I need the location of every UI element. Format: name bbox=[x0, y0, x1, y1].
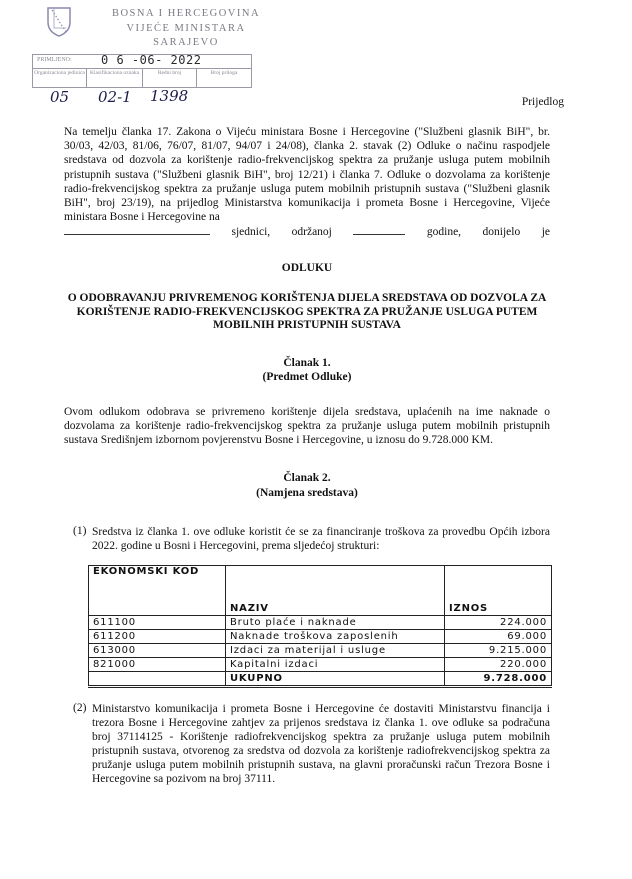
stamp-received-label: PRIMLJENO: bbox=[37, 57, 72, 63]
article-2-subheading: (Namjena sredstava) bbox=[256, 487, 358, 499]
article-1-text: Ovom odlukom odobrava se privremeno korištenje dijela sredstava, uplaćenih na ime naknade o dozvolama za korištenje radio-frekvencijskog spektra za pružanje usluga putem mobilnih pristupnih sustava Središnjem izbornom povjerenstvu Bosne i Hercegovine, u iznosu do 9.728.000 KM. bbox=[64, 406, 550, 447]
table-row bbox=[89, 616, 552, 630]
handwritten-org-code: 05 bbox=[50, 88, 70, 106]
header-name: NAZIV bbox=[226, 566, 445, 616]
stamp-box bbox=[32, 54, 252, 88]
row-amount: 9.215.000 bbox=[445, 644, 552, 658]
item-1-text: Sredstva iz članka 1. ove odluke koristit će se za financiranje troškova za provedbu Općih izbora 2022. godine u Bosni i Hercegovini, prema sljedećoj strukturi: bbox=[92, 526, 550, 552]
row-name: Naknade troškova zaposlenih bbox=[226, 630, 445, 644]
document-title: ODLUKU bbox=[281, 262, 333, 274]
total-empty-cell bbox=[89, 672, 226, 687]
row-amount: 220.000 bbox=[445, 658, 552, 672]
year-text: godine, donijelo je bbox=[426, 226, 551, 238]
intro-paragraph: Na temelju članka 17. Zakona o Vijeću ministara Bosne i Hercegovine ("Službeni glasnik BiH", br. 30/03, 42/03, 81/06, 76/07, 81/07, 94/07 i 24/08), članka 2. stavak (2) Odluke o načinu raspodjele sredstava od dozvola za korištenje radio-frekvencijskog spektra za pružanje usluga putem mobilnih pristupnih sustava ("Službeni glasnik BiH", broj 12/21) i članka 7. Odluke o dozvolama za korištenje radio-frekvencijskog spektra za pružanje usluga putem mobilnih pristupnih sustava ("Službeni glasnik BiH", broj 23/19), na prijedlog Ministarstva komunikacija i prometa Bosne i Hercegovine, Vijeće ministara Bosne i Hercegovine na bbox=[64, 126, 550, 224]
stamp-line-3: SARAJEVO bbox=[153, 37, 219, 48]
table-row bbox=[89, 658, 552, 672]
stamp-col-org-unit: Organizaciona jedinica bbox=[33, 68, 87, 87]
article-2-heading: Članak 2. bbox=[283, 472, 331, 484]
stamp-line-1: BOSNA I HERCEGOVINA bbox=[111, 8, 261, 19]
blank-date bbox=[353, 224, 405, 235]
table-row bbox=[89, 630, 552, 644]
row-name: Kapitalni izdaci bbox=[226, 658, 445, 672]
table-row bbox=[89, 644, 552, 658]
coat-of-arms-icon bbox=[46, 6, 72, 38]
item-2-number: (2) bbox=[73, 702, 87, 714]
article-1-subheading: (Predmet Odluke) bbox=[262, 371, 352, 383]
document-subtitle: O ODOBRAVANJU PRIVREMENOG KORIŠTENJA DIJELA SREDSTAVA OD DOZVOLA ZA KORIŠTENJE RADIO-FREKVENCIJSKOG SPEKTRA ZA PRUŽANJE USLUGA PUTEM MOBILNIH PRISTUPNIH SUSTAVA bbox=[67, 292, 547, 331]
item-1-number: (1) bbox=[73, 525, 87, 537]
article-1-heading: Članak 1. bbox=[283, 357, 331, 369]
stamp-date-row bbox=[33, 55, 251, 69]
total-amount: 9.728.000 bbox=[445, 672, 552, 687]
row-code: 611100 bbox=[89, 616, 226, 630]
table-header-row bbox=[89, 566, 552, 616]
row-amount: 69.000 bbox=[445, 630, 552, 644]
stamp-col-attachments: Broj priloga bbox=[210, 70, 238, 76]
row-code: 613000 bbox=[89, 644, 226, 658]
blank-session-number bbox=[64, 224, 210, 235]
intro-last-line bbox=[64, 224, 550, 239]
total-label: UKUPNO bbox=[226, 672, 445, 687]
handwritten-serial-number: 1398 bbox=[150, 87, 189, 105]
item-2-text: Ministarstvo komunikacija i prometa Bosne i Hercegovine će dostaviti Ministarstvu financija i trezora Bosne i Hercegovine zahtjev za prijenos sredstava iz članka 1. ove odluke sa podračuna broj 37114125 - Korištenje radiofrekvencijskog spektra za pružanje usluga putem mobilnih pristupnih sustava, otvorenog za sredstva od dozvola za korištenje radiofrekvencijskog spektra za pružanje usluga putem mobilnih pristupnih sustava, na glavni proračunski račun Trezora Bosne i Hercegovine sa pozivom na broj 37111. bbox=[92, 703, 550, 785]
row-code: 611200 bbox=[89, 630, 226, 644]
row-name: Bruto plaće i naknade bbox=[226, 616, 445, 630]
stamp-line-2: VIJEĆE MINISTARA bbox=[126, 23, 246, 34]
row-code: 821000 bbox=[89, 658, 226, 672]
session-text: sjednici, održanoj bbox=[231, 226, 332, 238]
row-name: Izdaci za materijal i usluge bbox=[226, 644, 445, 658]
budget-table bbox=[88, 565, 552, 688]
row-amount: 224.000 bbox=[445, 616, 552, 630]
handwritten-class-code: 02-1 bbox=[98, 88, 132, 106]
header-amount: IZNOS bbox=[445, 566, 552, 616]
stamp-col-classification: Klasifikaciona oznaka bbox=[87, 68, 143, 87]
table-total-row bbox=[89, 672, 552, 687]
proposal-label: Prijedlog bbox=[521, 96, 564, 108]
stamp-date: 0 6 -06- 2022 bbox=[101, 53, 202, 67]
header-economic-code: EKONOMSKI KOD bbox=[89, 566, 226, 616]
stamp-col-serial: Redni broj bbox=[143, 68, 197, 87]
